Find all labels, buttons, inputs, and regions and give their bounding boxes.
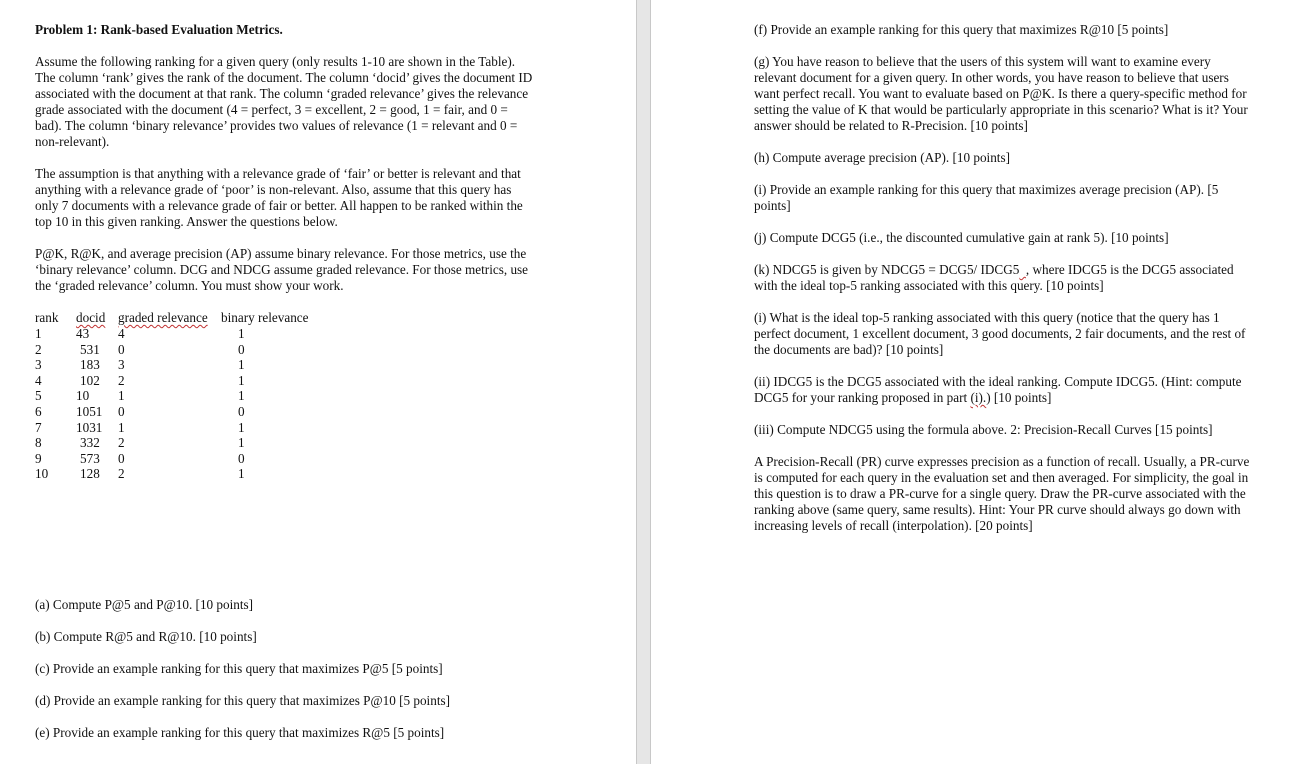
cell-docid: 332 [80,435,100,451]
cell-graded-relevance: 2 [118,466,125,482]
cell-binary-relevance: 1 [238,466,245,482]
cell-binary-relevance: 1 [238,326,245,341]
cell-graded-relevance: 0 [118,404,125,419]
question-k-post: , where IDCG5 is the DCG5 associated with the ideal top-5 ranking associated with this query. [10 points] [754,262,1234,293]
cell-docid: 102 [80,372,100,388]
table-row [35,404,335,420]
question-k-ii [754,374,1249,406]
cell-binary-relevance: 1 [238,372,245,388]
question-h: (h) Compute average precision (AP). [10 points] [754,150,1010,165]
question-j: (j) Compute DCG5 (i.e., the discounted cumulative gain at rank 5). [10 points] [754,230,1169,245]
cell-binary-relevance: 1 [238,435,245,451]
question-c: (c) Provide an example ranking for this query that maximizes P@5 [5 points] [35,661,443,676]
cell-docid: 183 [80,357,100,373]
table-row [35,466,335,482]
table-row [35,388,335,404]
question-f: (f) Provide an example ranking for this query that maximizes R@10 [5 points] [754,22,1169,37]
cell-docid: 128 [80,466,100,482]
intro-paragraph: Assume the following ranking for a given query (only results 1-10 are shown in the Table). The column ‘rank’ gives the rank of the document. The column ‘docid’ gives the document ID associated with the document at that rank. The column ‘graded relevance’ gives the relevance grade associated with the document (4 = perfect, 3 = excellent, 2 = good, 1 = fair, and 0 = bad). The column ‘binary relevance’ provides two values of relevance (1 = relevant and 0 = non-relevant). [35,54,533,149]
question-k-i: (i) What is the ideal top-5 ranking associated with this query (notice that the query has 1 perfect document, 1 excellent document, 3 good documents, 2 fair documents, and the rest of the documents are bad)? [10 points] [754,310,1246,357]
cell-binary-relevance: 0 [238,450,245,466]
cell-docid: 531 [80,341,100,357]
cell-graded-relevance: 1 [118,388,125,404]
assumption-paragraph: The assumption is that anything with a relevance grade of ‘fair’ or better is relevant and that anything with a relevance grade of ‘poor’ is non-relevant. Also, assume that this query has only 7 documents with a relevance grade of fair or better. All happen to be ranked within the top 10 in this given ranking. Answer the questions below. [35,166,523,229]
question-d: (d) Provide an example ranking for this query that maximizes P@10 [5 points] [35,693,451,708]
question-e: (e) Provide an example ranking for this query that maximizes R@5 [5 points] [35,725,445,740]
question-k [754,262,1249,294]
document-page-left [0,0,636,764]
cell-rank: 10 [35,466,49,482]
cell-rank: 7 [35,419,42,435]
cell-docid: 1051 [76,404,103,419]
cell-graded-relevance: 0 [118,450,125,466]
header-graded-relevance: graded relevance [118,310,208,325]
question-k-underline [1019,262,1026,277]
table-row [35,435,335,451]
cell-graded-relevance: 1 [118,419,125,435]
cell-docid: 43 [76,326,90,341]
question-b: (b) Compute R@5 and R@10. [10 points] [35,629,257,644]
header-binary-relevance: binary relevance [221,310,309,325]
cell-rank: 1 [35,326,42,341]
table-row [35,326,335,342]
cell-graded-relevance: 4 [118,326,125,341]
header-docid: docid [76,310,106,325]
cell-rank: 9 [35,450,42,466]
cell-rank: 5 [35,388,42,404]
page-gutter [636,0,651,764]
cell-rank: 4 [35,372,42,388]
problem-title: Problem 1: Rank-based Evaluation Metrics. [35,22,283,37]
table-header [35,310,335,326]
table-row [35,357,335,373]
cell-graded-relevance: 0 [118,341,125,357]
header-rank: rank [35,310,59,325]
cell-rank: 8 [35,435,42,451]
cell-graded-relevance: 3 [118,357,125,373]
cell-graded-relevance: 2 [118,435,125,451]
cell-graded-relevance: 2 [118,372,125,388]
cell-binary-relevance: 0 [238,404,245,419]
question-k-ii-post: ) [10 points] [986,390,1052,405]
question-k-ii-ref: (i). [970,390,987,405]
table-row [35,451,335,467]
question-g: (g) You have reason to believe that the users of this system will want to examine every relevant document for a given query. In other words, you have reason to believe that users want perfect recall. You want to evaluate based on P@K. Is there a query-specific method for setting the value of K that would be particularly appropriate in this scenario? What is it? Your answer should be related to R-Precision. [10 points] [754,54,1248,133]
cell-rank: 6 [35,404,42,419]
cell-rank: 3 [35,357,42,373]
question-k-pre: (k) NDCG5 is given by NDCG5 = DCG5/ IDCG5 [754,262,1020,277]
question-a: (a) Compute P@5 and P@10. [10 points] [35,597,254,612]
cell-binary-relevance: 1 [238,357,245,373]
cell-docid: 1031 [76,419,103,435]
cell-docid: 10 [76,388,90,404]
relevance-table [35,310,355,490]
table-row [35,420,335,436]
cell-docid: 573 [80,450,100,466]
table-row [35,342,335,358]
cell-binary-relevance: 0 [238,341,245,357]
question-k-iii: (iii) Compute NDCG5 using the formula above. 2: Precision-Recall Curves [15 points] [754,422,1213,437]
question-k-ii-pre: (ii) IDCG5 is the DCG5 associated with the ideal ranking. Compute IDCG5. (Hint: compute DCG5 for your ranking proposed in part [754,374,1242,405]
cell-binary-relevance: 1 [238,388,245,404]
pr-curve-paragraph: A Precision-Recall (PR) curve expresses precision as a function of recall. Usually, a PR-curve is computed for each query in the evaluation set and then averaged. For simplicity, the goal in this question is to draw a PR-curve for a single query. Draw the PR-curve associated with the ranking above (same query, same results). Hint: Your PR curve should always go down with increasing levels of recall (interpolation). [20 points] [754,454,1250,533]
metrics-note-paragraph: P@K, R@K, and average precision (AP) assume binary relevance. For those metrics, use the ‘binary relevance’ column. DCG and NDCG assume graded relevance. For those metrics, use the ‘graded relevance’ column. You must show your work. [35,246,529,293]
table-row [35,373,335,389]
cell-rank: 2 [35,341,42,357]
document-page-right [651,0,1303,764]
cell-binary-relevance: 1 [238,419,245,435]
question-i: (i) Provide an example ranking for this query that maximizes average precision (AP). [5 points] [754,182,1219,213]
